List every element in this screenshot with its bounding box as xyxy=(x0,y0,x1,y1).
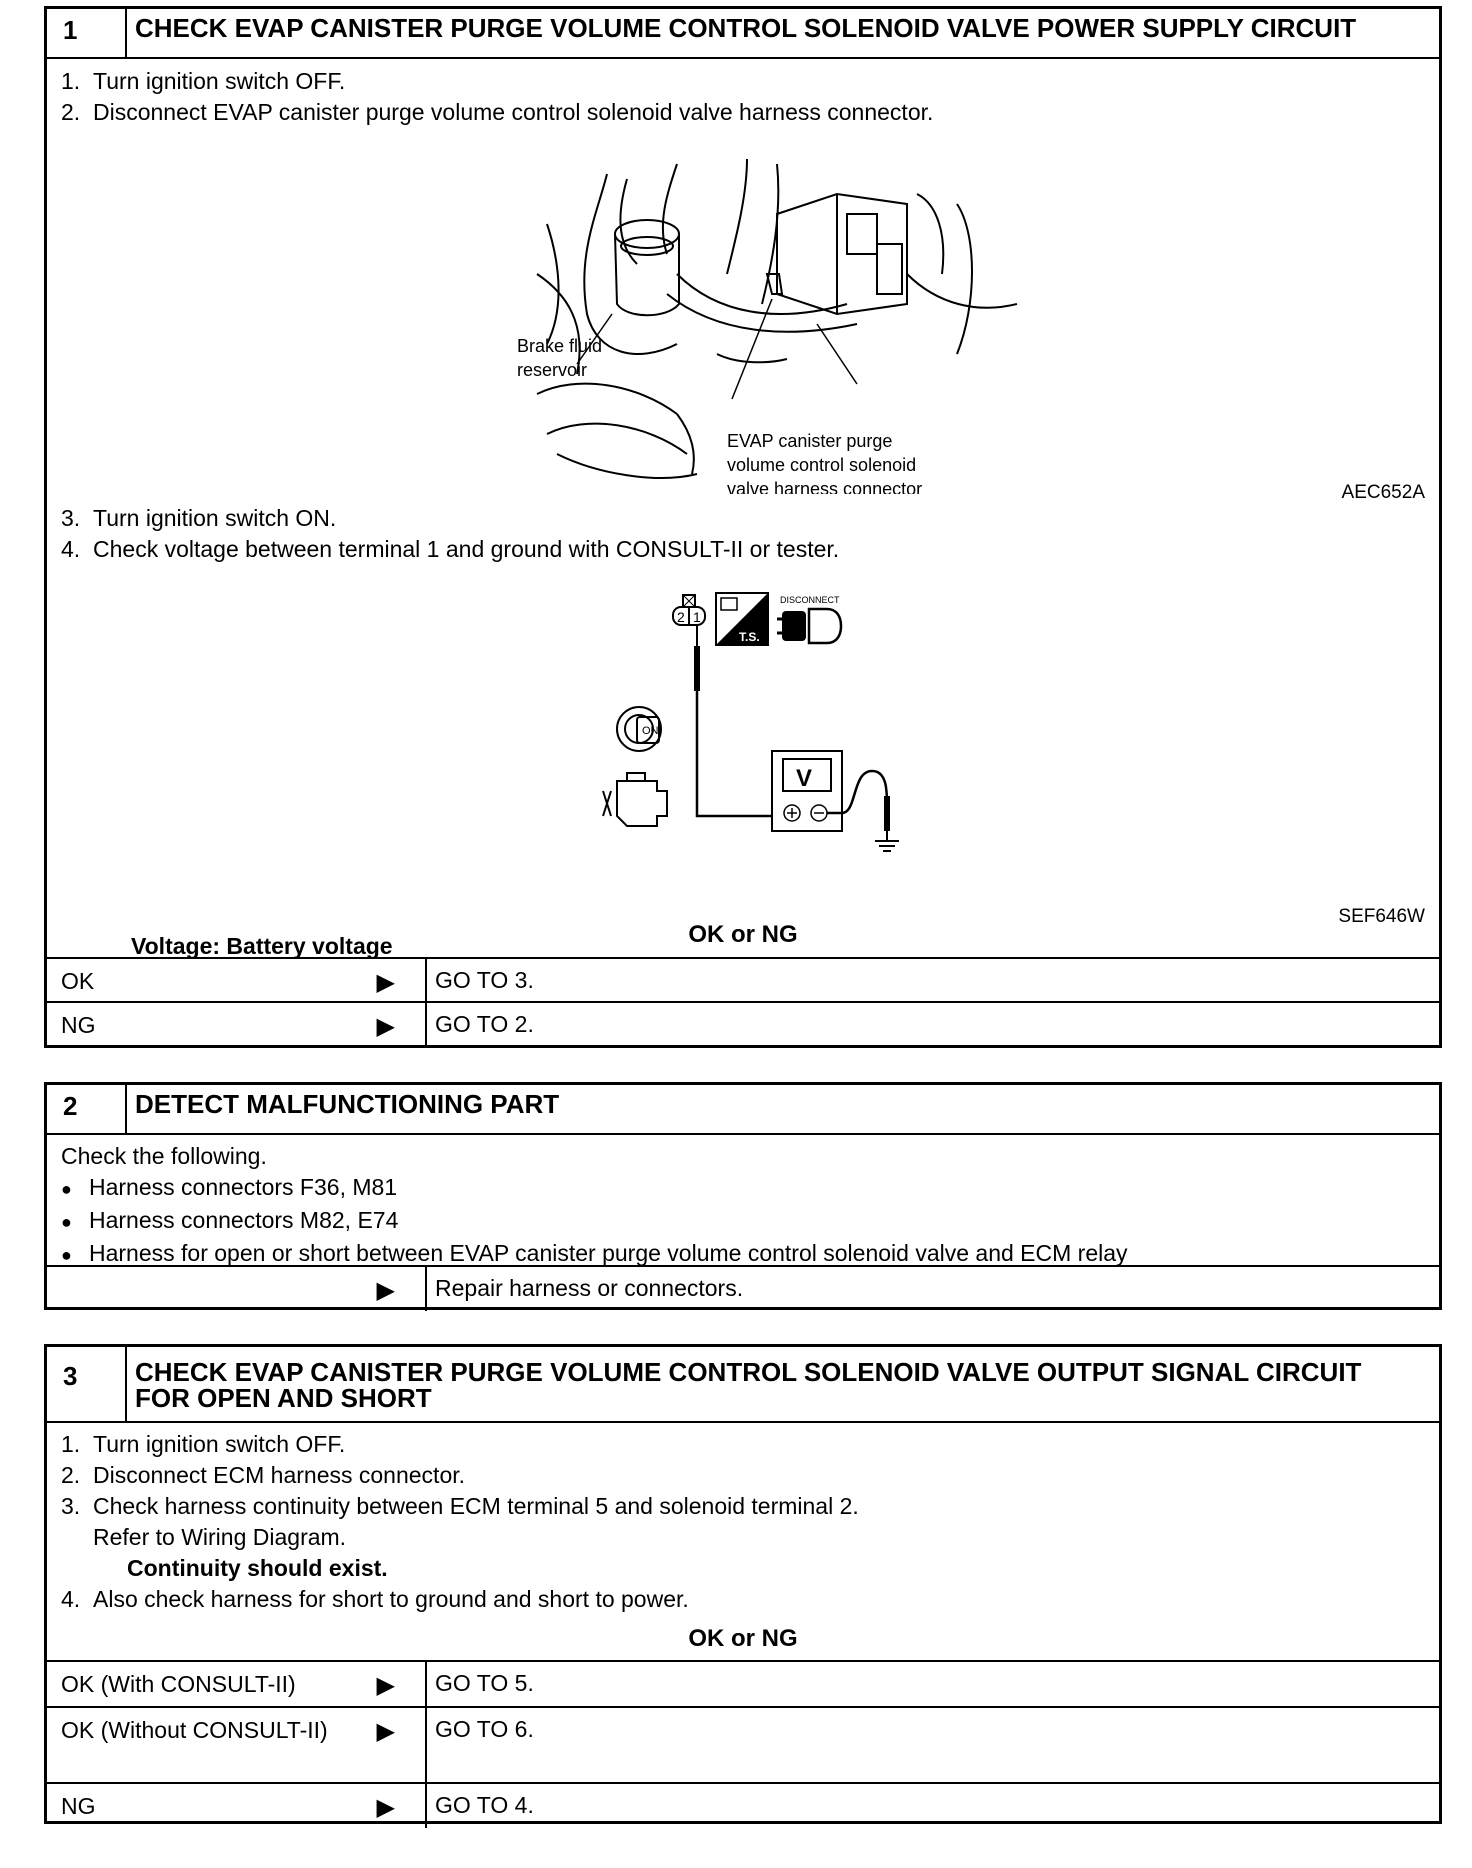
instruction-item: 1. Turn ignition switch OFF. xyxy=(61,68,346,94)
result-row-ok: OK ▶ GO TO 3. xyxy=(47,957,1439,1001)
step-3-header xyxy=(47,1347,1439,1423)
brake-fluid-label-1: Brake fluid xyxy=(517,336,603,356)
instruction-item: 3. Turn ignition switch ON. xyxy=(61,505,337,531)
step-number: 1 xyxy=(47,9,127,57)
terminal-2-label: 2 xyxy=(677,609,685,625)
step-title: CHECK EVAP CANISTER PURGE VOLUME CONTROL SOLENOID VALVE POWER SUPPLY CIRCUIT xyxy=(135,13,1357,43)
step-1-block xyxy=(44,6,1442,1048)
step-2-block xyxy=(44,1082,1442,1310)
instruction-item: 2. Disconnect EVAP canister purge volume control solenoid valve harness connector. xyxy=(61,99,934,125)
ts-label: T.S. xyxy=(739,630,760,644)
result-row-ng: NG ▶ GO TO 2. xyxy=(47,1001,1439,1045)
ok-or-ng-label: OK or NG xyxy=(688,921,798,948)
step-1-body xyxy=(47,59,1439,959)
spec-continuity: Continuity should exist. xyxy=(127,1555,388,1581)
arrow-icon: ▶ xyxy=(376,1718,395,1745)
figure-code: SEF646W xyxy=(1338,906,1425,927)
result-row-ok-without: OK (Without CONSULT-II) ▶ GO TO 6. xyxy=(47,1706,1439,1782)
instruction-item: 4. Also check harness for short to ground and short to power. xyxy=(61,1586,689,1612)
step-3-block xyxy=(44,1344,1442,1824)
step-number: 2 xyxy=(47,1085,127,1133)
result-row-ok-with: OK (With CONSULT-II) ▶ GO TO 5. xyxy=(47,1660,1439,1706)
step-title: DETECT MALFUNCTIONING PART xyxy=(135,1089,560,1119)
list-item: ● Harness connectors F36, M81 xyxy=(61,1174,398,1200)
arrow-icon: ▶ xyxy=(376,1794,395,1821)
step-number: 3 xyxy=(47,1347,127,1421)
engine-icon xyxy=(603,773,667,826)
evap-label-2: volume control solenoid xyxy=(727,455,917,475)
disconnect-icon xyxy=(777,609,841,643)
evap-label-3: valve harness connector xyxy=(727,479,923,494)
step-3-body xyxy=(47,1423,1439,1654)
arrow-icon: ▶ xyxy=(376,1277,395,1304)
step-1-header xyxy=(47,9,1439,59)
step-2-header xyxy=(47,1085,1439,1135)
terminal-1-label: 1 xyxy=(693,609,701,625)
step-title: CHECK EVAP CANISTER PURGE VOLUME CONTROL SOLENOID VALVE OUTPUT SIGNAL CIRCUIT FOR OPEN AND SHORT xyxy=(135,1357,1362,1413)
disconnect-label: DISCONNECT xyxy=(780,595,840,605)
instruction-item: 1. Turn ignition switch OFF. xyxy=(61,1431,346,1457)
ok-or-ng-label: OK or NG xyxy=(688,1625,798,1652)
result-row-ng: NG ▶ GO TO 4. xyxy=(47,1782,1439,1828)
instruction-item: 3. Check harness continuity between ECM terminal 5 and solenoid terminal 2. xyxy=(61,1493,859,1519)
evap-label-1: EVAP canister purge xyxy=(727,431,893,451)
check-intro: Check the following. xyxy=(61,1143,267,1169)
instruction-item: 2. Disconnect ECM harness connector. xyxy=(61,1462,466,1488)
list-item: ● Harness for open or short between EVAP canister purge volume control solenoid valve and ECM relay xyxy=(61,1240,1128,1266)
instruction-item: 4. Check voltage between terminal 1 and ground with CONSULT-II or tester. xyxy=(61,536,840,562)
arrow-icon: ▶ xyxy=(376,969,395,996)
brake-fluid-label-2: reservoir xyxy=(517,360,588,380)
refer-note: Refer to Wiring Diagram. xyxy=(93,1524,347,1550)
engine-bay-illustration xyxy=(517,154,1037,494)
list-item: ● Harness connectors M82, E74 xyxy=(61,1207,399,1233)
arrow-icon: ▶ xyxy=(376,1672,395,1699)
result-row: ▶ Repair harness or connectors. xyxy=(47,1265,1439,1311)
key-on-label: ON xyxy=(642,725,659,737)
spec-voltage: Voltage: Battery voltage xyxy=(131,933,393,959)
voltage-check-diagram xyxy=(597,591,937,856)
step-2-body xyxy=(47,1135,1439,1265)
voltmeter-label: V xyxy=(796,765,813,792)
arrow-icon: ▶ xyxy=(376,1013,395,1040)
figure-code: AEC652A xyxy=(1341,482,1425,503)
